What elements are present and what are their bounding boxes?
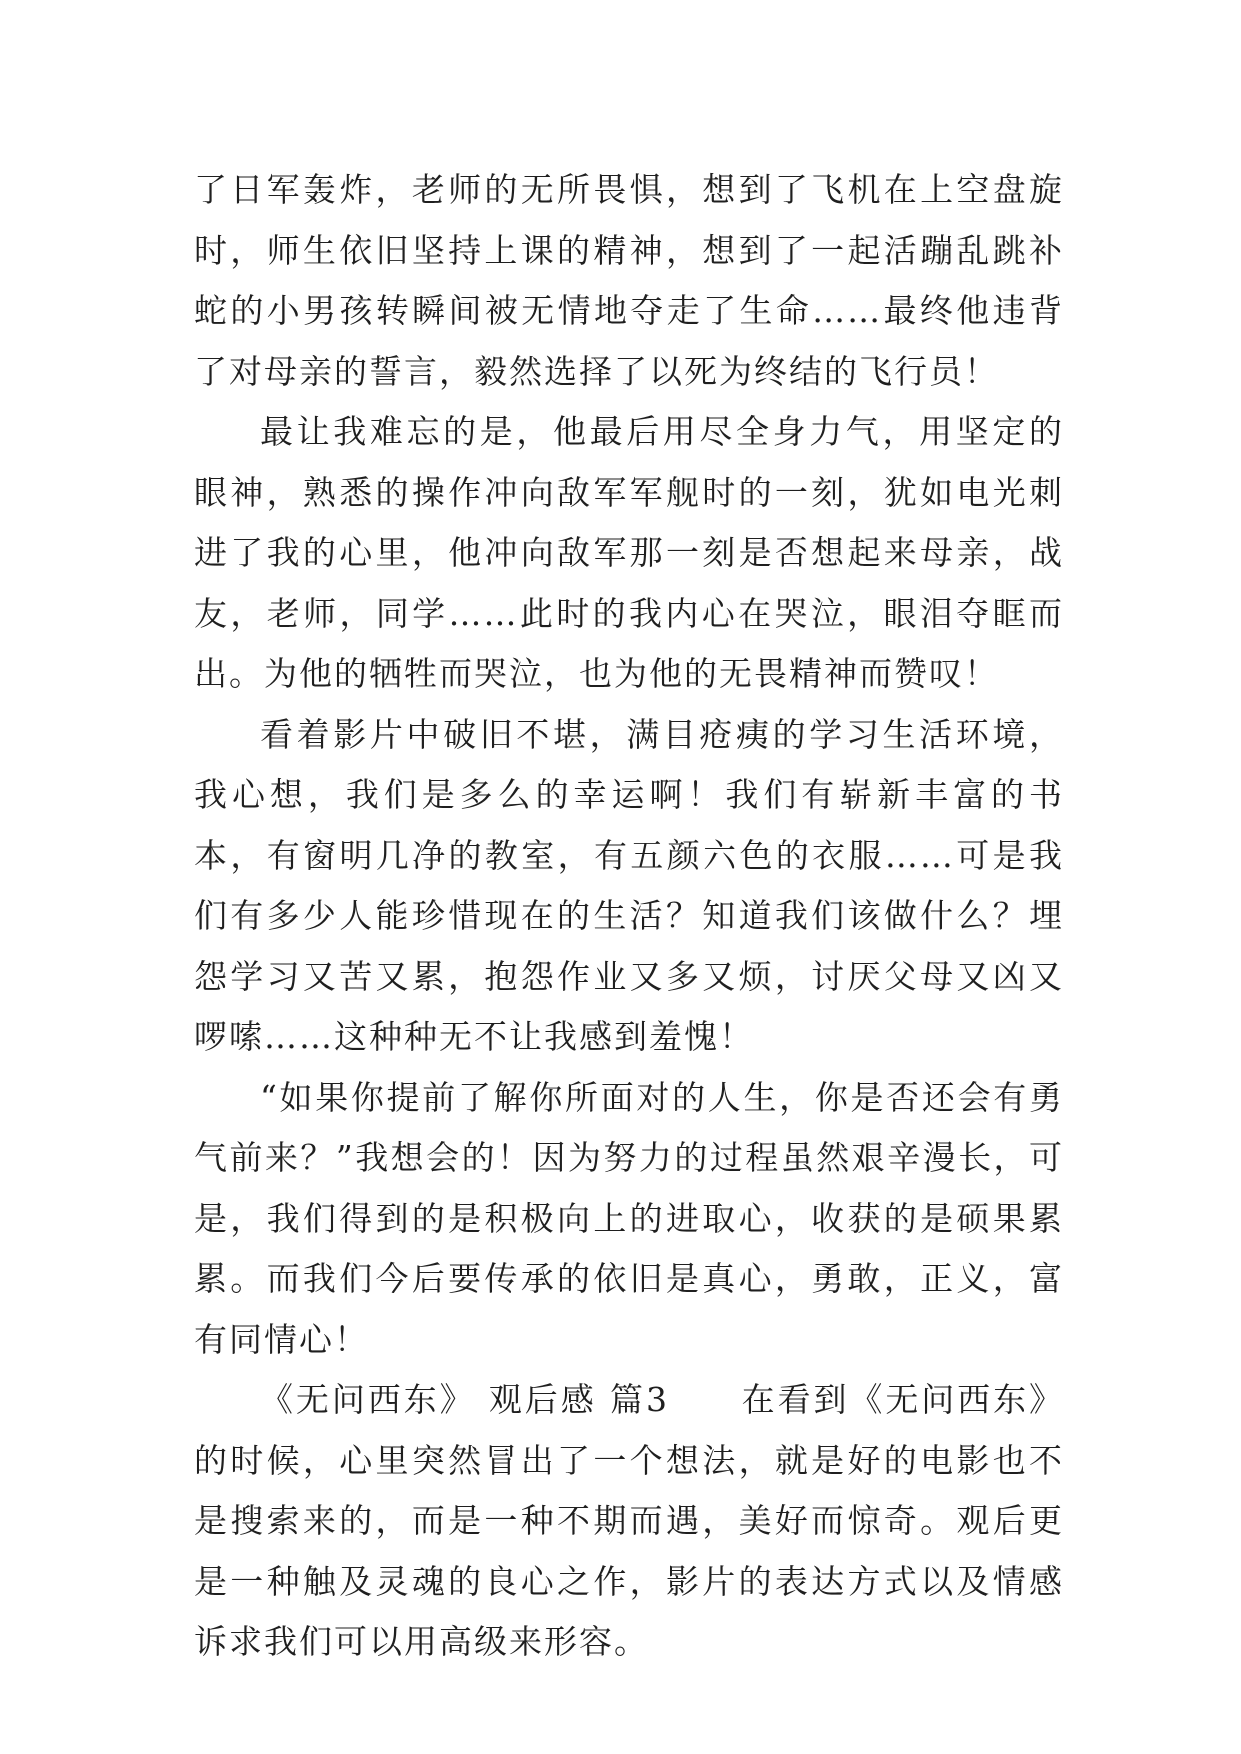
document-body [194,160,1064,1673]
paragraph-2: 最让我难忘的是，他最后用尽全身力气，用坚定的眼神，熟悉的操作冲向敌军军舰时的一刻，犹如电光刺进了我的心里，他冲向敌军那一刻是否想起来母亲，战友，老师，同学……此时的我内心在哭泣，眼泪夺眶而出。为他的牺牲而哭泣，也为他的无畏精神而赞叹！ [194,412,1064,693]
paragraph-3: 看着影片中破旧不堪，满目疮痍的学习生活环境，我心想，我们是多么的幸运啊！我们有崭新丰富的书本，有窗明几净的教室，有五颜六色的衣服……可是我们有多少人能珍惜现在的生活？知道我们该做什么？埋怨学习又苦又累，抱怨作业又多又烦，讨厌父母又凶又啰嗦……这种种无不让我感到羞愧！ [194,714,1064,1056]
paragraph-1: 了日军轰炸，老师的无所畏惧，想到了飞机在上空盘旋时，师生依旧坚持上课的精神，想到了一起活蹦乱跳补蛇的小男孩转瞬间被无情地夺走了生命……最终他违背了对母亲的誓言，毅然选择了以死为终结的飞行员！ [194,170,1064,391]
paragraph-4: “如果你提前了解你所面对的人生，你是否还会有勇气前来？”我想会的！因为努力的过程虽然艰辛漫长，可是，我们得到的是积极向上的进取心，收获的是硕果累累。而我们今后要传承的依旧是真心，勇敢，正义，富有同情心！ [194,1077,1064,1359]
paragraph-5: 《无问西东》 观后感 篇3 在看到《无问西东》的时候，心里突然冒出了一个想法，就是好的电影也不是搜索来的，而是一种不期而遇，美好而惊奇。观后更是一种触及灵魂的良心之作，影片的表达方式以及情感诉求我们可以用高级来形容。 [194,1380,1064,1661]
